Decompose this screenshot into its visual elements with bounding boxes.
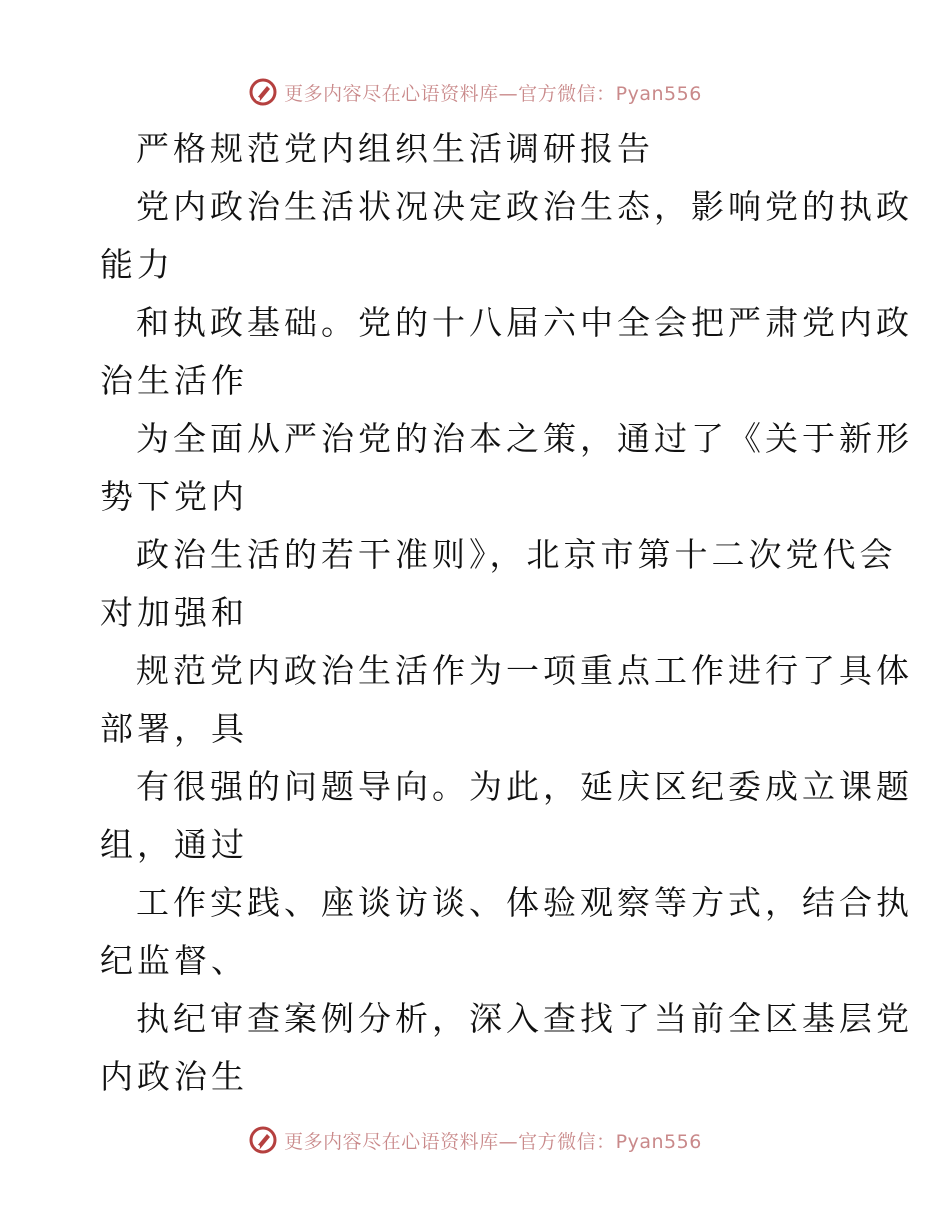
- pen-logo-icon: [248, 1125, 278, 1155]
- header-watermark-banner: [0, 72, 950, 112]
- text-line: 和执政基础。党的十八届六中全会把严肃党内政: [136, 303, 913, 342]
- text-line: 势下党内: [100, 477, 248, 516]
- text-line: 能力: [100, 245, 174, 284]
- text-line: 政治生活的若干准则》，北京市第十二次党代会: [136, 535, 897, 574]
- text-line: 执纪审查案例分析，深入查找了当前全区基层党: [136, 999, 913, 1038]
- watermark-text: 更多内容尽在心语资料库—官方微信：Pyan556: [284, 1130, 702, 1153]
- text-line: 对加强和: [100, 593, 248, 632]
- text-line: 纪监督、: [100, 941, 248, 980]
- text-line: 组，通过: [100, 825, 248, 864]
- text-line: 部署，具: [100, 709, 248, 748]
- pen-logo-icon: [248, 77, 278, 107]
- text-line: 党内政治生活状况决定政治生态，影响党的执政: [136, 187, 913, 226]
- text-line: 内政治生: [100, 1057, 248, 1096]
- text-line: 严格规范党内组织生活调研报告: [136, 129, 654, 168]
- document-body: [100, 120, 913, 1106]
- text-line: 治生活作: [100, 361, 248, 400]
- footer-watermark-banner: [0, 1120, 950, 1160]
- watermark-text: 更多内容尽在心语资料库—官方微信：Pyan556: [284, 82, 702, 105]
- text-line: 工作实践、座谈访谈、体验观察等方式，结合执: [136, 883, 913, 922]
- text-line: 为全面从严治党的治本之策，通过了《关于新形: [136, 419, 913, 458]
- text-line: 规范党内政治生活作为一项重点工作进行了具体: [136, 651, 913, 690]
- text-line: 有很强的问题导向。为此，延庆区纪委成立课题: [136, 767, 913, 806]
